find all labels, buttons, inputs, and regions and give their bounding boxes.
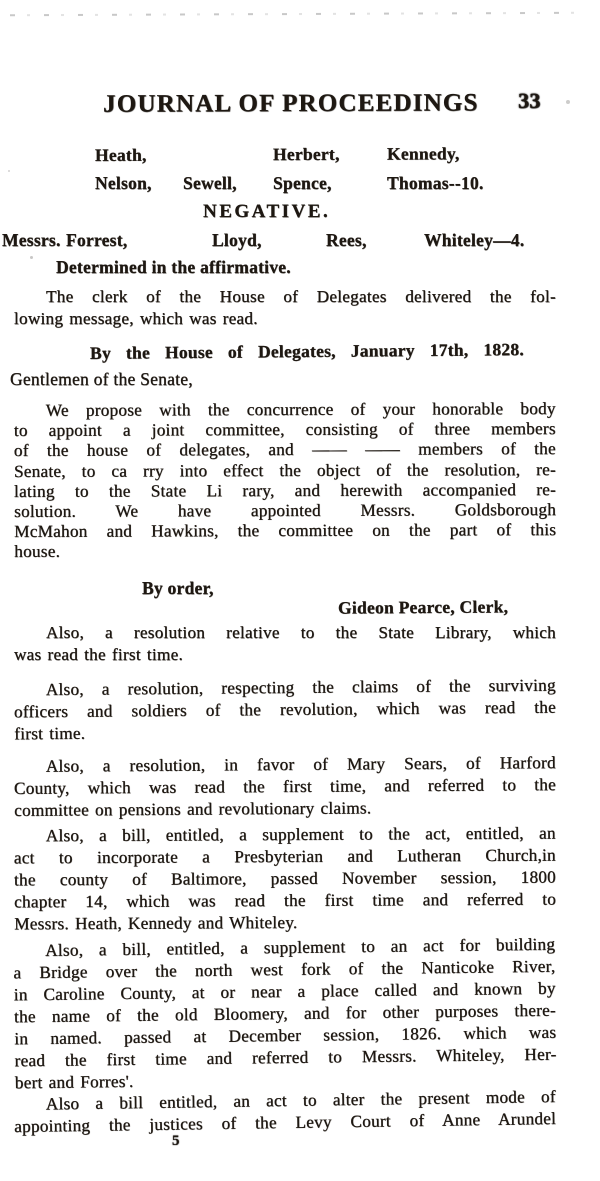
voter-name: Thomas--10. xyxy=(387,173,484,193)
negative-names-row xyxy=(0,230,600,254)
text-line: Also, a resolution, respecting the claims of the surviving xyxy=(45,675,556,700)
text-line: McMahon and Hawkins, the committee on the part of this xyxy=(14,520,557,542)
text-line: lating to the State Li rary, and herewith accompanied re- xyxy=(14,479,557,501)
message-salutation: Gentlemen of the Senate, xyxy=(10,369,193,389)
by-order-line: By order, xyxy=(142,578,214,598)
voter-name: Rees, xyxy=(326,230,367,250)
voter-name: Spence, xyxy=(273,173,332,193)
voter-name: Lloyd, xyxy=(212,230,262,250)
affirmative-names-row-1 xyxy=(0,143,600,170)
text-line: officers and soldiers of the revolution, which was read the xyxy=(13,697,557,722)
page-title: JOURNAL OF PROCEEDINGS xyxy=(102,89,479,118)
text-line: of the house of delegates, and —— —— members of the xyxy=(13,439,556,461)
voter-name: Herbert, xyxy=(272,143,340,165)
resolution-state-library-paragraph xyxy=(14,622,556,666)
text-line: Also, a resolution, in favor of Mary Sears, of Harford xyxy=(45,753,556,776)
voter-name-prefix: Messrs. xyxy=(2,230,61,250)
text-line: the county of Baltimore, passed November session, 1800 xyxy=(13,867,557,890)
text-line: Also, a bill, entitled, a supplement to the act, entitled, an xyxy=(45,823,556,846)
text-line: Also a bill entitled, an act to alter the present mode of xyxy=(45,1086,556,1114)
scan-speck xyxy=(566,100,570,104)
text-line: lowing message, which was read. xyxy=(14,309,258,328)
resolution-mary-sears-paragraph xyxy=(14,752,556,822)
voter-name: Whiteley—4. xyxy=(424,230,525,250)
voter-name: Nelson, xyxy=(95,173,152,193)
signature-mark: 5 xyxy=(172,1133,180,1149)
text-line: Messrs. Heath, Kennedy and Whiteley. xyxy=(14,912,298,934)
scan-artifact-top xyxy=(10,12,582,16)
text-line: chapter 14, which was read the first time and referred to xyxy=(14,889,557,912)
bill-church-baltimore-paragraph xyxy=(14,823,557,936)
voter-name: Sewell, xyxy=(183,173,237,193)
text-line: in Caroline County, at or near a place called and known by xyxy=(13,978,556,1005)
bill-levy-court-paragraph xyxy=(14,1086,557,1138)
text-line: a Bridge over the north west fork of the Nanticoke River, xyxy=(13,956,556,983)
message-body-paragraph xyxy=(14,399,557,563)
text-line: appointing the justices of the Levy Court of Anne Arundel xyxy=(14,1108,557,1137)
text-line: Also, a bill, entitled, a supplement to an act for building xyxy=(45,934,556,960)
text-line: first time. xyxy=(14,723,86,744)
negative-heading: NEGATIVE. xyxy=(203,201,331,222)
text-line: Also, a resolution relative to the State Library, which xyxy=(46,623,556,642)
voter-name: Heath, xyxy=(94,144,147,165)
text-line: in named. passed at December session, 1826. which was xyxy=(14,1022,557,1049)
text-line: The clerk of the House of Delegates delivered the fol- xyxy=(46,287,556,306)
bill-nanticoke-bridge-paragraph xyxy=(13,934,557,1095)
message-dateline: By the House of Delegates, January 17th, 1828. xyxy=(89,339,525,363)
voter-name: Kennedy, xyxy=(386,143,460,164)
text-line: was read the first time. xyxy=(14,645,184,664)
text-line: to appoint a joint committee, consisting of three members xyxy=(13,419,556,441)
text-line: the name of the old Bloomery, and for other purposes there- xyxy=(13,1000,557,1027)
clerk-message-intro-paragraph xyxy=(14,286,556,330)
page-number: 33 xyxy=(518,88,541,113)
affirmative-names-row-2 xyxy=(0,173,600,197)
text-line: Senate, to ca rry into effect the object of the resolution, re- xyxy=(13,459,556,481)
text-line: solution. We have appointed Messrs. Goldsborough xyxy=(14,500,557,521)
text-line: County, which was read the first time, and referred to the xyxy=(13,775,557,798)
scan-speck xyxy=(8,170,10,172)
text-line: We propose with the concurrence of your honorable body xyxy=(45,399,556,420)
vote-result-line: Determined in the affirmative. xyxy=(56,257,291,277)
voter-name: Forrest, xyxy=(66,230,128,250)
text-line: committee on pensions and revolutionary claims. xyxy=(14,798,372,820)
clerk-signature: Gideon Pearce, Clerk, xyxy=(337,596,509,618)
text-line: bert and Forres'. xyxy=(14,1071,134,1093)
text-line: act to incorporate a Presbyterian and Lutheran Church,in xyxy=(13,845,556,868)
resolution-revolution-claims-paragraph xyxy=(14,675,557,746)
text-line: read the first time and referred to Messrs. Whiteley, Her- xyxy=(14,1044,557,1071)
scan-speck xyxy=(30,256,33,259)
text-line: house. xyxy=(14,542,61,562)
